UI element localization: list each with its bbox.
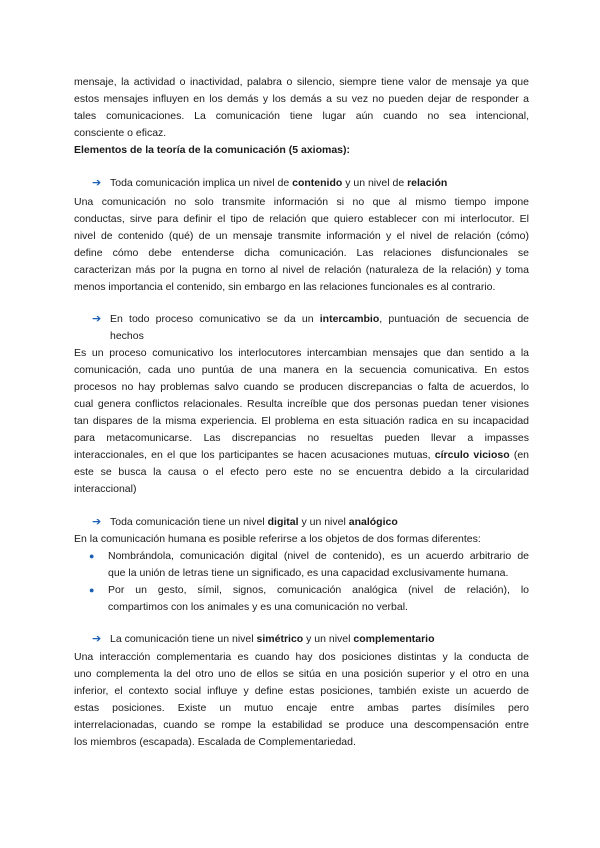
arrow-bullet-icon: ➔ <box>92 516 102 528</box>
axiom-title-continued: hechos <box>110 330 144 342</box>
paragraph-line: Una interacción complementaria es cuando hay dos posiciones distintas y la conducta de <box>74 651 529 663</box>
intro-line: consciente o eficaz. <box>74 127 167 139</box>
paragraph-line: los miembros (escapada). Escalada de Complementariedad. <box>74 736 356 748</box>
paragraph-line: para metacomunicarse. Las discrepancias no resueltas pueden llevar a impasses <box>74 432 529 444</box>
arrow-bullet-icon: ➔ <box>92 633 102 645</box>
axiom-title: Toda comunicación implica un nivel de contenido y un nivel de relación <box>110 177 448 189</box>
axiom-title: La comunicación tiene un nivel simétrico y un nivel complementario <box>110 633 435 645</box>
paragraph-line: interaccional) <box>74 483 137 495</box>
section-heading: Elementos de la teoría de la comunicación (5 axiomas): <box>74 144 351 156</box>
paragraph-line: menos importancia el contenido, sin embargo en las relaciones funcionales es al contrario. <box>74 281 496 293</box>
bullet-dot-icon: ● <box>89 551 95 561</box>
arrow-bullet-icon: ➔ <box>92 313 102 325</box>
paragraph-line: En la comunicación humana es posible referirse a los objetos de dos formas diferentes: <box>74 533 481 545</box>
paragraph-line: Una comunicación no solo transmite información si no que al mismo tiempo impone <box>74 196 529 208</box>
list-item-line: que la unión de letras tiene un significado, es una capacidad exclusivamente humana. <box>108 567 509 579</box>
paragraph-line: nivel de contenido (qué) de un mensaje transmite información y el nivel de relación (cómo) <box>74 230 529 242</box>
paragraph-line: estas posiciones. Existe un mutuo encaje entre ambas partes disímiles pero <box>74 702 529 714</box>
paragraph-line: tan dispares de la misma experiencia. El problema en esta situación radica en su incapacidad <box>74 415 529 427</box>
list-item-line: Nombrándola, comunicación digital (nivel de contenido), es un acuerdo arbitrario de <box>108 550 529 562</box>
arrow-bullet-icon: ➔ <box>92 177 102 189</box>
axiom-title: Toda comunicación tiene un nivel digital y un nivel analógico <box>110 516 398 528</box>
paragraph-line: interaccionales, en el que los participantes se hacen acusaciones mutuas, círculo vicioso (en <box>74 449 530 461</box>
intro-line: tales comunicaciones. La comunicación tiene lugar aún cuando no sea intencional, <box>74 110 529 122</box>
axiom-title: En todo proceso comunicativo se da un intercambio, puntuación de secuencia de <box>110 313 529 325</box>
intro-line: estos mensajes influyen en los demás y los demás a su vez no pueden dejar de responder a <box>74 93 529 105</box>
paragraph-line: interrelacionadas, cuando se rompe la estabilidad se produce una descompensación entre <box>74 719 529 731</box>
paragraph-line: define cómo debe entenderse dicha comunicación. Las relaciones disfuncionales se <box>74 247 529 259</box>
paragraph-line: procesos no hay problemas salvo cuando se producen discrepancias o falta de acuerdos, lo <box>74 381 529 393</box>
intro-line: mensaje, la actividad o inactividad, palabra o silencio, siempre tiene valor de mensaje ya que <box>74 76 529 88</box>
paragraph-line: este se busca la causa o el efecto pero este no se encuentra debido a la circularidad <box>74 466 529 478</box>
paragraph-line: caracterizan más por la pugna en torno al nivel de relación (naturaleza de la relación) y toma <box>74 264 529 276</box>
paragraph-line: conductas, sirve para definir el tipo de relación que quiero establecer con mi interlocutor. El <box>74 213 529 225</box>
paragraph-line: uno complementa la del otro uno de ellos se sitúa en una posición superior y el otro en una <box>74 668 529 680</box>
paragraph-line: comunicación, cada uno puntúa de una manera en la secuencia comunicativa. En estos <box>74 364 529 376</box>
bullet-dot-icon: ● <box>89 585 95 595</box>
list-item-line: Por un gesto, símil, signos, comunicación analógica (nivel de relación), lo <box>108 584 529 596</box>
paragraph-line: cual genera conflictos relacionales. Resulta increíble que dos personas puedan tener visiones <box>74 398 529 410</box>
paragraph-line: inferior, el contexto social influye y define estas posiciones, también existe un acuerdo de <box>74 685 529 697</box>
list-item-line: compartimos con los animales y es una comunicación no verbal. <box>108 601 408 613</box>
paragraph-line: Es un proceso comunicativo los interlocutores intercambian mensajes que dan sentido a la <box>74 347 529 359</box>
